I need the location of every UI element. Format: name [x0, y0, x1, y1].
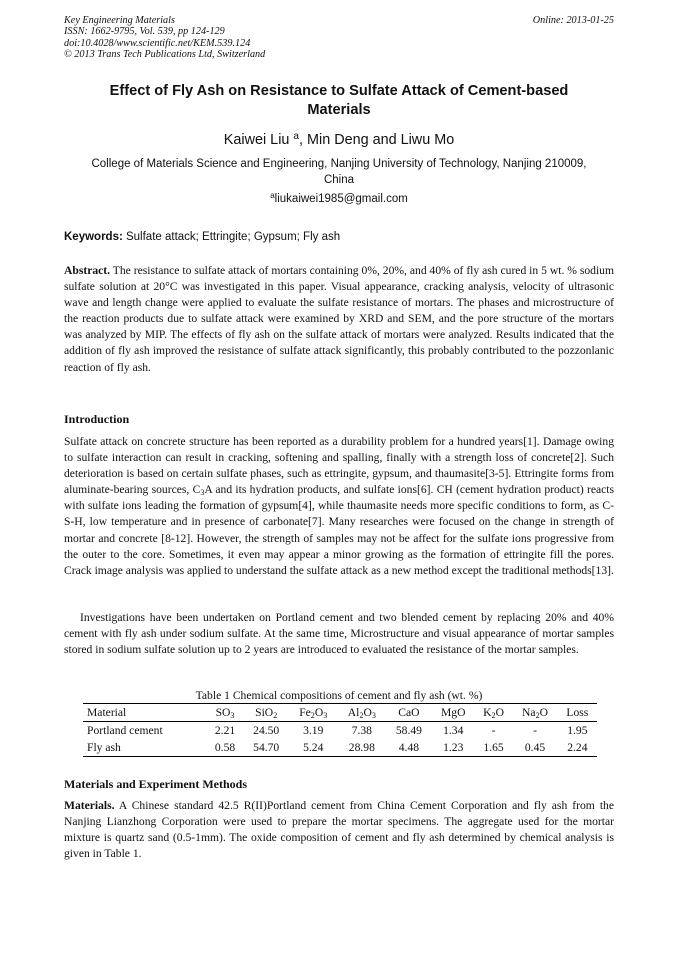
materials-paragraph	[64, 798, 614, 862]
table-cell: 58.49	[395, 724, 422, 737]
author-first-sup: a	[293, 130, 300, 142]
intro-p1-subscript: 3	[200, 488, 205, 498]
author-list	[64, 131, 614, 149]
table-cell: 4.48	[386, 739, 432, 757]
table-cell: 2.21	[214, 724, 236, 737]
section-heading-introduction: Introduction	[64, 412, 130, 426]
journal-name: Key Engineering Materials	[64, 15, 175, 26]
table-header-cell: $K_2O$	[475, 704, 513, 722]
table-row	[83, 722, 597, 740]
journal-header	[64, 15, 614, 61]
keywords-label: Keywords:	[64, 231, 123, 243]
email-address: liukaiwei1985@gmail.com	[274, 193, 408, 205]
online-date: Online: 2013-01-25	[532, 15, 614, 26]
materials-label: Materials.	[64, 799, 115, 812]
author-email	[64, 192, 614, 206]
table-header-cell: CaO	[386, 704, 432, 722]
author-rest: , Min Deng and Liwu Mo	[299, 132, 455, 148]
journal-doi: doi:10.4028/www.scientific.net/KEM.539.124	[64, 37, 251, 49]
table-cell: Portland cement	[87, 724, 163, 737]
email-sup: a	[270, 190, 275, 200]
intro-p1-part-b: A and its hydration products, and sulfate ions[6]. CH (cement hydration product) reacts with sulfate ions leading the formation of gypsum[4], while thaumasite needs more specific conditions to form, as C-S-H, low temperature and in presence of carbonate[7]. Many researches were focused on the change in strength of mortar and concrete [8-12]. However, the strength of samples may not be affect for the sulfate ions progressive from the outer to the core. Sometimes, it even may appear a minor growing as the formation of ettringite fill the pores. Crack image analysis was applied to understand the sulfate attack as a new method except the traditional methods[13].	[64, 483, 614, 577]
table-cell: 5.24	[289, 739, 338, 757]
author-first: Kaiwei Liu	[223, 132, 290, 148]
table-cell: 3.19	[303, 724, 324, 737]
table-cell: -	[533, 724, 537, 737]
paper-title	[64, 82, 614, 120]
table-cell: 7.38	[351, 724, 372, 737]
title-line-2: Materials	[307, 102, 371, 118]
journal-issn: ISSN: 1662-9795, Vol. 539, pp 124-129	[64, 26, 225, 38]
keywords	[64, 230, 614, 244]
affiliation-line-2: China	[323, 173, 355, 186]
table-cell: 1.95	[567, 724, 588, 737]
table-cell: 1.34	[443, 724, 464, 737]
keywords-text: Sulfate attack; Ettringite; Gypsum; Fly ash	[122, 231, 341, 243]
table-cell: 24.50	[253, 724, 280, 737]
abstract-text: The resistance to sulfate attack of mortars containing 0%, 20%, and 40% of fly ash cured in 5 wt. % sodium sulfate solution at 20°C was investigated in this paper. Visual appearance, cracking analysis, velocity of ultrasonic wave and length change were applied to evaluate the sulfate resistance of mortars. The phases and microstructure of the reaction products due to sulfate attack were examined by XRD and SEM, and the pore structure of the mortars was analyzed by MIP. The effects of fly ash on the sulfate attack of mortars were analyzed. Results indicated that the addition of fly ash improved the resistance of sulfate attack significantly, this probably contributed to the pozzonlanic reaction of fly ash.	[64, 264, 614, 374]
chemical-composition-table	[83, 703, 597, 757]
table-header-cell: SiO$_2$	[243, 704, 289, 722]
table-header-cell: MgO	[432, 704, 475, 722]
abstract	[64, 263, 614, 376]
table-cell: 2.24	[558, 739, 597, 757]
table-header-cell: $Fe_2O_3$	[289, 704, 338, 722]
journal-copyright: © 2013 Trans Tech Publications Ltd, Switzerland	[64, 49, 266, 61]
table-header-cell: $Na_2O$	[512, 704, 557, 722]
table-cell: 1.23	[432, 739, 475, 757]
table-cell: 54.70	[243, 739, 289, 757]
table-caption: Table 1 Chemical compositions of cement and fly ash (wt. %)	[195, 689, 483, 702]
table-header-cell: Loss	[558, 704, 597, 722]
intro-paragraph-2: Investigations have been undertaken on Portland cement and two blended cement by replacing 20% and 40% cement with fly ash under sodium sulfate. At the same time, Microstructure and visual appearance of mortar samples stored in sodium sulfate solution up to 2 years are introduced to evaluated the resistance of the mortar samples.	[64, 611, 614, 657]
materials-text: A Chinese standard 42.5 R(II)Portland cement from China Cement Corporation and fly ash from the Nanjing Lianzhong Corporation were used to prepare the mortar specimens. The aggregate used for the mortar mixture is quartz sand (0.5-1mm). The oxide composition of cement and fly ash determined by chemical analysis is given in Table 1.	[64, 799, 614, 861]
affiliation-line-1: College of Materials Science and Engineering, Nanjing University of Technology, Nanjing 210009,	[91, 158, 587, 170]
table-cell: 0.45	[512, 739, 557, 757]
table-header-row	[83, 704, 597, 722]
table-cell: -	[491, 724, 496, 737]
section-heading-materials: Materials and Experiment Methods	[64, 777, 247, 791]
table-cell: Fly ash	[83, 739, 207, 757]
table-cell: 1.65	[475, 739, 513, 757]
table-cell: 0.58	[207, 739, 244, 757]
title-line-1: Effect of Fly Ash on Resistance to Sulfate Attack of Cement-based	[109, 83, 569, 99]
intro-paragraph-1	[64, 434, 614, 579]
table-header-cell: $Al_2O_3$	[338, 704, 387, 722]
affiliation	[64, 157, 614, 188]
table-header-cell: Material	[83, 704, 207, 722]
abstract-label: Abstract.	[64, 264, 111, 277]
intro-p1-part-a: Sulfate attack on concrete structure has been reported as a durability problem for a hundred years[1]. Damage owing to sulfate interaction can result in cracking, softening and spalling, finally with a strength loss of concrete[2]. Such deterioration is based on certain sulfate phases, such as ettringite, gypsum, and thaumasite[3-5]. Ettringite forms from aluminate-bearing sources, C	[64, 435, 614, 497]
table-row	[83, 739, 597, 757]
table-cell: 28.98	[338, 739, 387, 757]
table-header-cell: $SO_3$	[207, 704, 244, 722]
